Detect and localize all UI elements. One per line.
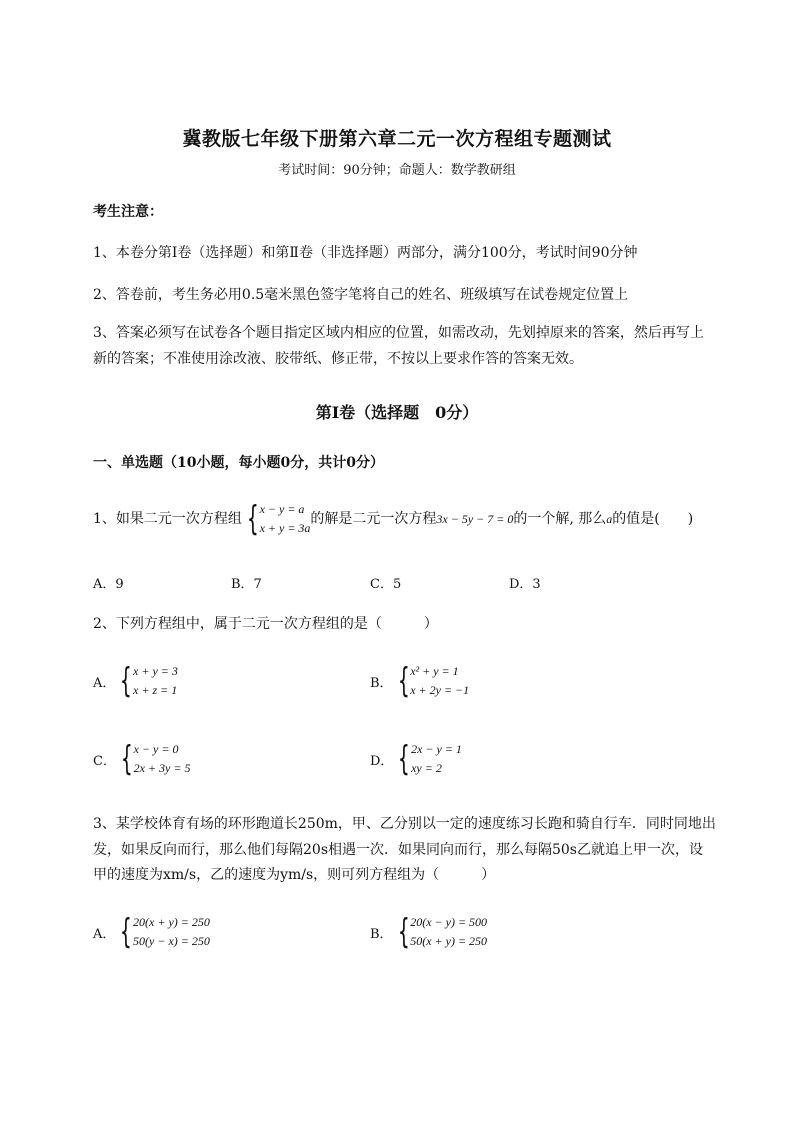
part-heading: 一、单选题（10小题，每小题0分，共计0分） <box>93 455 384 471</box>
question-3-line-2: 发，如果反向而行，那么他们每隔20s相遇一次．如果同向而行，那么每隔50s乙就追上甲一次，设 <box>93 842 703 858</box>
question-3-line-1: 3、某学校体育有场的环形跑道长250m，甲、乙分别以一定的速度练习长跑和骑自行车．同时同地出 <box>93 816 716 832</box>
question-1-stem: 1、如果二元一次方程组 { x − y = a x + y = 3a 的解是二元一次方程3x − 5y − 7 = 0的一个解, 那么a的值是( ) <box>93 499 694 539</box>
notice-item-2: 2、答卷前，考生务必用0.5毫米黑色签字笔将自己的姓名、班级填写在试卷规定位置上 <box>93 287 629 303</box>
section-title: 第Ⅰ卷（选择题 0分） <box>315 403 479 422</box>
question-1-option-a[interactable]: A．9 <box>93 577 124 592</box>
exam-info: 考试时间：90分钟；命题人：数学教研组 <box>278 163 516 178</box>
question-3-option-a[interactable]: A． { 20(x + y) = 250 50(y − x) = 250 <box>93 912 210 952</box>
question-1-option-d[interactable]: D．3 <box>509 577 541 592</box>
question-2-option-a[interactable]: A． { x + y = 3 x + z = 1 <box>93 661 178 701</box>
question-2-stem: 2、下列方程组中，属于二元一次方程组的是（ ） <box>93 616 438 632</box>
page-title: 冀教版七年级下册第六章二元一次方程组专题测试 <box>182 128 612 150</box>
question-2-option-c[interactable]: C． { x − y = 0 2x + 3y = 5 <box>93 739 191 779</box>
equation-system: { x − y = a x + y = 3a <box>246 499 311 539</box>
notice-heading: 考生注意： <box>93 204 163 220</box>
question-3-option-b[interactable]: B． { 20(x − y) = 500 50(x + y) = 250 <box>370 912 488 952</box>
notice-item-3: 3、答案必须写在试卷各个题目指定区域内相应的位置，如需改动，先划掉原来的答案，然后再写上新的答案；不准使用涂改液、胶带纸、修正带，不按以上要求作答的答案无效。 <box>93 325 704 367</box>
question-2-option-d[interactable]: D． { 2x − y = 1 xy = 2 <box>370 739 462 779</box>
notice-item-1: 1、本卷分第Ⅰ卷（选择题）和第Ⅱ卷（非选择题）两部分，满分100分，考试时间90分钟 <box>93 245 638 261</box>
question-1-option-c[interactable]: C．5 <box>370 577 402 592</box>
question-2-option-b[interactable]: B． { x² + y = 1 x + 2y = −1 <box>370 661 470 701</box>
question-1-option-b[interactable]: B．7 <box>231 577 262 592</box>
question-3-line-3: 甲的速度为xm/s，乙的速度为ym/s，则可列方程组为（ ） <box>93 867 496 883</box>
